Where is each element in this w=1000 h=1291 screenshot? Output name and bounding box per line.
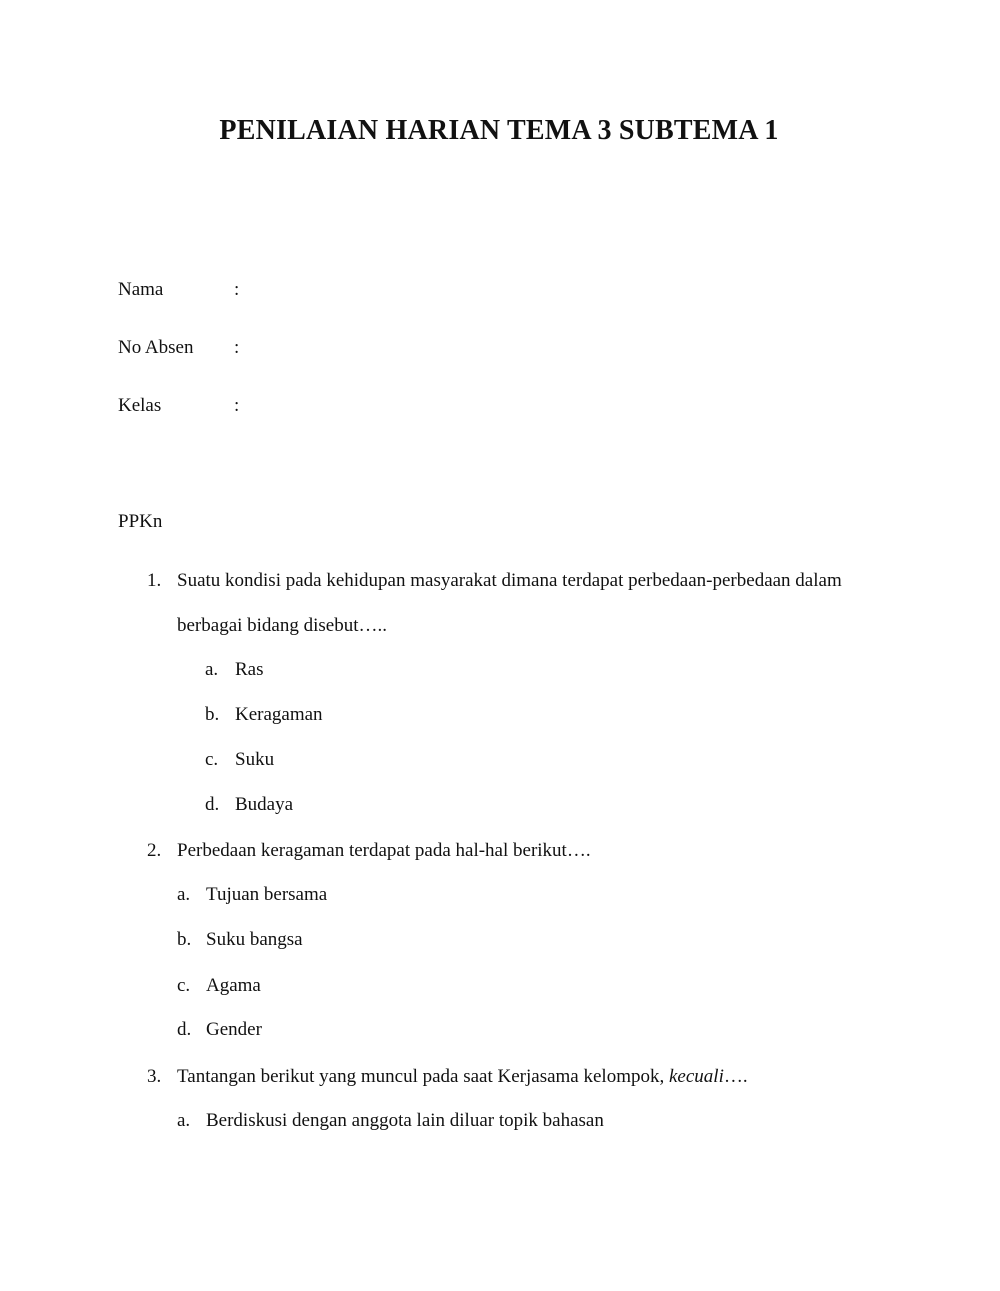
option-text: Gender: [206, 1019, 262, 1040]
option-letter: d.: [205, 794, 220, 815]
option-text: Budaya: [235, 794, 294, 815]
option-text: Suku bangsa: [206, 929, 303, 950]
field-label: No Absen: [118, 337, 194, 358]
question-text: berbagai bidang disebut…..: [177, 615, 388, 636]
question-text: Perbedaan keragaman terdapat pada hal-hal berikut….: [177, 840, 591, 861]
question-number: 1.: [147, 570, 162, 591]
option-text: Berdiskusi dengan anggota lain diluar topik bahasan: [206, 1110, 604, 1131]
page-title: PENILAIAN HARIAN TEMA 3 SUBTEMA 1: [219, 115, 779, 146]
question-text-line: [177, 1066, 748, 1088]
field-separator: :: [234, 279, 240, 300]
option-letter: a.: [177, 1110, 191, 1131]
option-letter: b.: [177, 929, 192, 950]
question-text: Tantangan berikut yang muncul pada saat Kerjasama kelompok,: [177, 1066, 669, 1087]
option-text: Suku: [235, 749, 275, 770]
question-text-suffix: ….: [723, 1066, 748, 1087]
question-number: 2.: [147, 840, 162, 861]
option-letter: d.: [177, 1019, 192, 1040]
field-separator: :: [234, 337, 240, 358]
question-text-emphasis: kecuali: [668, 1066, 724, 1087]
field-label: Kelas: [118, 395, 162, 416]
section-heading: PPKn: [118, 511, 163, 532]
option-text: Tujuan bersama: [206, 884, 328, 905]
option-text: Ras: [235, 659, 264, 680]
option-text: Agama: [206, 975, 261, 996]
option-letter: b.: [205, 704, 220, 725]
question-number: 3.: [147, 1066, 162, 1087]
option-letter: a.: [177, 884, 191, 905]
option-letter: a.: [205, 659, 219, 680]
option-letter: c.: [177, 975, 191, 996]
option-text: Keragaman: [235, 704, 323, 725]
field-label: Nama: [118, 279, 164, 300]
option-letter: c.: [205, 749, 219, 770]
question-text: Suatu kondisi pada kehidupan masyarakat dimana terdapat perbedaan-perbedaan dalam: [177, 570, 842, 591]
field-separator: :: [234, 395, 240, 416]
